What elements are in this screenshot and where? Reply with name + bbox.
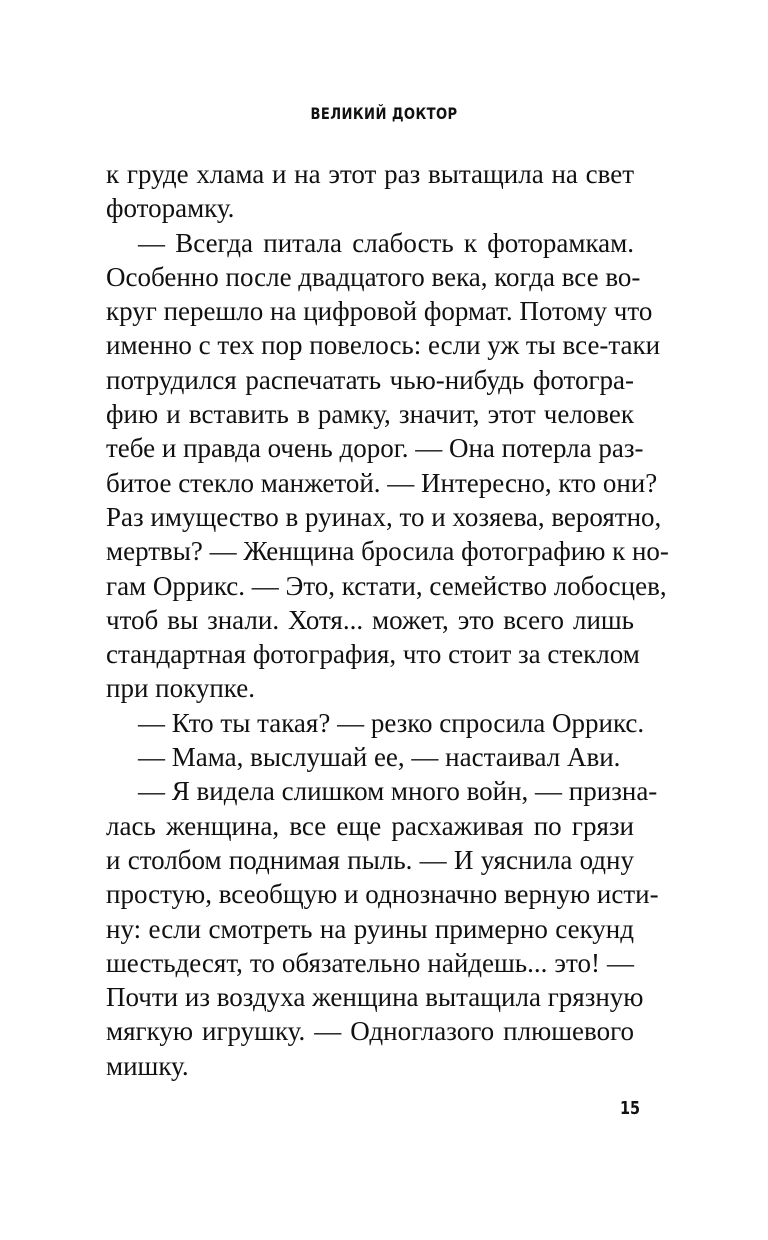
text-line: лась женщина, все еще расхаживая по грязи [106,810,634,841]
text-line: Особенно после двадцатого века, когда все во- [106,261,641,292]
text-line: — Всегда питала слабость к фоторамкам. [138,227,634,258]
running-head-title: ВЕЛИКИЙ ДОКТОР [310,104,458,123]
text-line: Раз имущество в руинах, то и хозяева, вероятно, [106,501,662,532]
text-line: к груде хлама и на этот раз вытащила на свет [106,159,634,189]
text-line: мертвы? — Женщина бросила фотографию к но- [106,536,669,567]
text-line: — Я видела слишком много войн, — призна- [138,776,658,807]
text-line: потрудился распечатать чью-нибудь фотогра- [106,364,634,395]
text-line: фию и вставить в рамку, значит, этот человек [106,399,634,430]
text-line: стандартная фотография, что стоит за стеклом [106,639,640,670]
text-line: простую, всеобщую и однозначно верную исти- [106,879,659,910]
text-line: круг перешло на цифровой формат. Потому что [106,296,653,327]
text-line: тебе и правда очень дорог. — Она потерла раз- [106,433,644,464]
text-line: фоторамку. [106,193,235,224]
text-line: гам Оррикс. — Это, кстати, семейство лобосцев, [106,570,667,601]
text-line: — Мама, выслушай ее, — настаивал Ави. [138,742,621,773]
text-line: чтоб вы знали. Хотя... может, это всего лишь [106,604,634,635]
text-line: шестьдесят, то обязательно найдешь... это! — [106,947,634,978]
text-line: мягкую игрушку. — Одноглазого плюшевого [106,1016,634,1047]
text-line: мишку. [106,1050,189,1081]
text-line: Почти из воздуха женщина вытащила грязную [106,982,644,1013]
text-line: ну: если смотреть на руины примерно секунд [106,913,634,944]
body-text [106,157,669,1083]
text-line: — Кто ты такая? — резко спросила Оррикс. [138,707,645,738]
text-line: именно с тех пор повелось: если уж ты все-таки [106,330,661,361]
page-number: 15 [619,1098,640,1119]
text-line: и столбом поднимая пыль. — И уяснила одну [106,844,634,875]
text-line: битое стекло манжетой. — Интересно, кто они? [106,467,658,498]
text-line: при покупке. [106,673,255,704]
